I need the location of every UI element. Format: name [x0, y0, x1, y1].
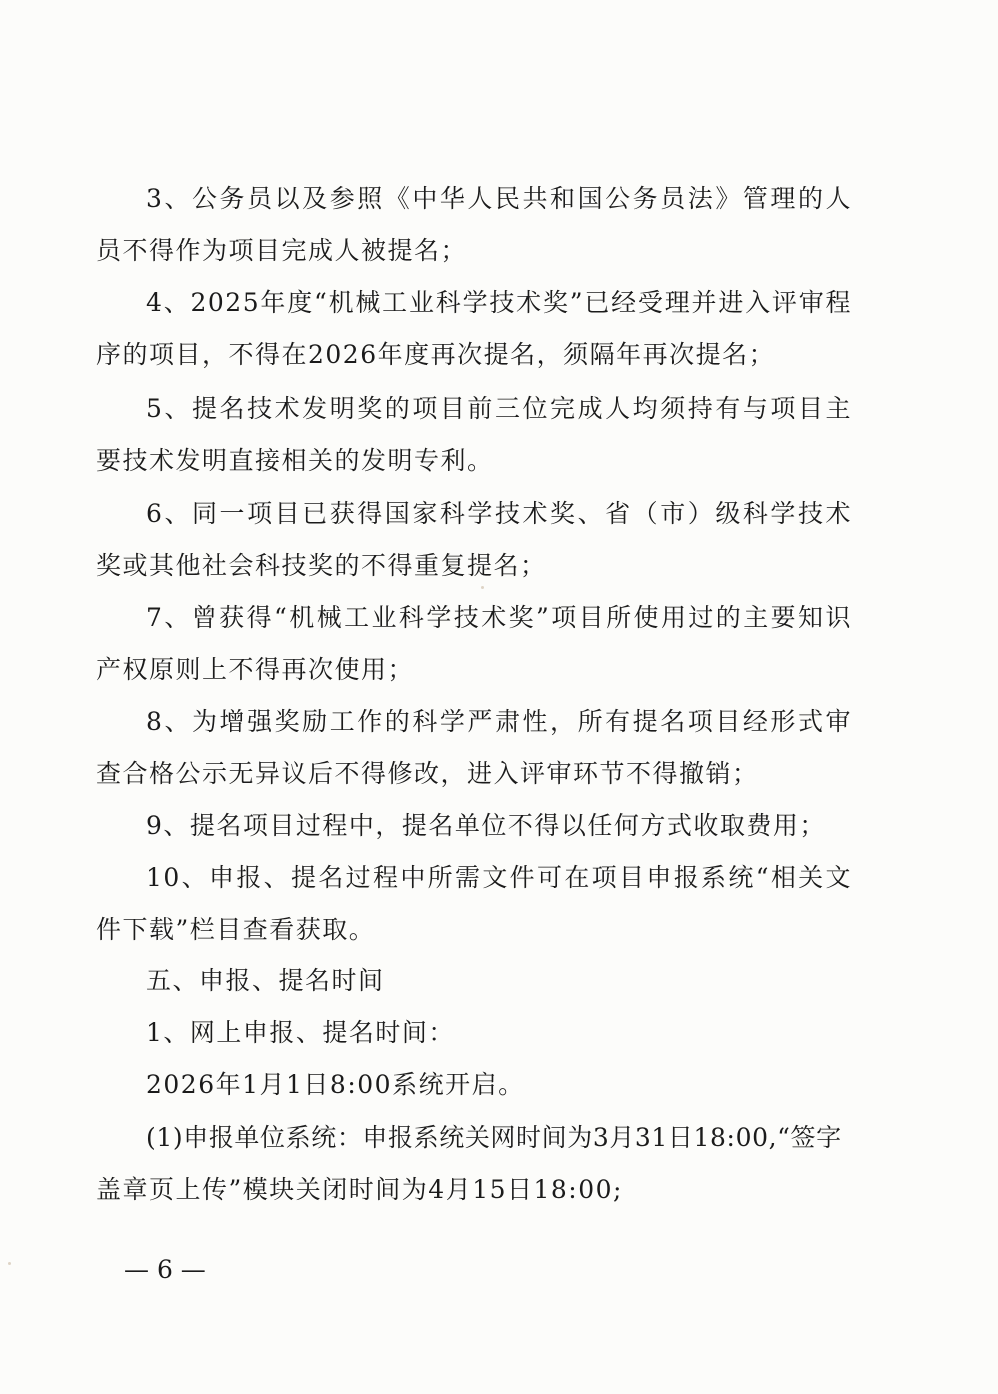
- paragraph-item-4: 4、2025年度“机械工业科学技术奖”已经受理并进入评审程序的项目，不得在2026年度再次提名，须隔年再次提名；: [96, 288, 852, 369]
- section-heading: 五、申报、提名时间: [146, 966, 385, 995]
- paragraph-item-7: 7、曾获得“机械工业科学技术奖”项目所使用过的主要知识产权原则上不得再次使用；: [96, 603, 852, 684]
- scan-speck: [8, 1262, 11, 1265]
- page-number: — 6 —: [124, 1255, 206, 1284]
- system-open-line: 2026年1月1日8:00系统开启。: [146, 1070, 525, 1099]
- item-1-line-2: 盖章页上传”模块关闭时间为4月15日18:00;: [96, 1175, 623, 1204]
- paragraph-item-5: 5、提名技术发明奖的项目前三位完成人均须持有与项目主要技术发明直接相关的发明专利。: [96, 394, 852, 475]
- paragraph-item-9: 9、提名项目过程中，提名单位不得以任何方式收取费用；: [146, 811, 826, 840]
- paragraph-item-8: 8、为增强奖励工作的科学严肃性，所有提名项目经形式审查合格公示无异议后不得修改，进入评审环节不得撤销；: [96, 707, 852, 788]
- paragraph-item-3: 3、公务员以及参照《中华人民共和国公务员法》管理的人员不得作为项目完成人被提名；: [96, 184, 852, 265]
- paragraph-item-6: 6、同一项目已获得国家科学技术奖、省（市）级科学技术奖或其他社会科技奖的不得重复提名；: [96, 499, 852, 580]
- sub-heading: 1、网上申报、提名时间：: [146, 1018, 455, 1047]
- paragraph-item-10: 10、申报、提名过程中所需文件可在项目申报系统“相关文件下载”栏目查看获取。: [96, 863, 852, 944]
- scan-speck: [481, 586, 484, 589]
- item-1-line-1: (1)申报单位系统：申报系统关网时间为3月31日18:00,“签字: [146, 1123, 842, 1152]
